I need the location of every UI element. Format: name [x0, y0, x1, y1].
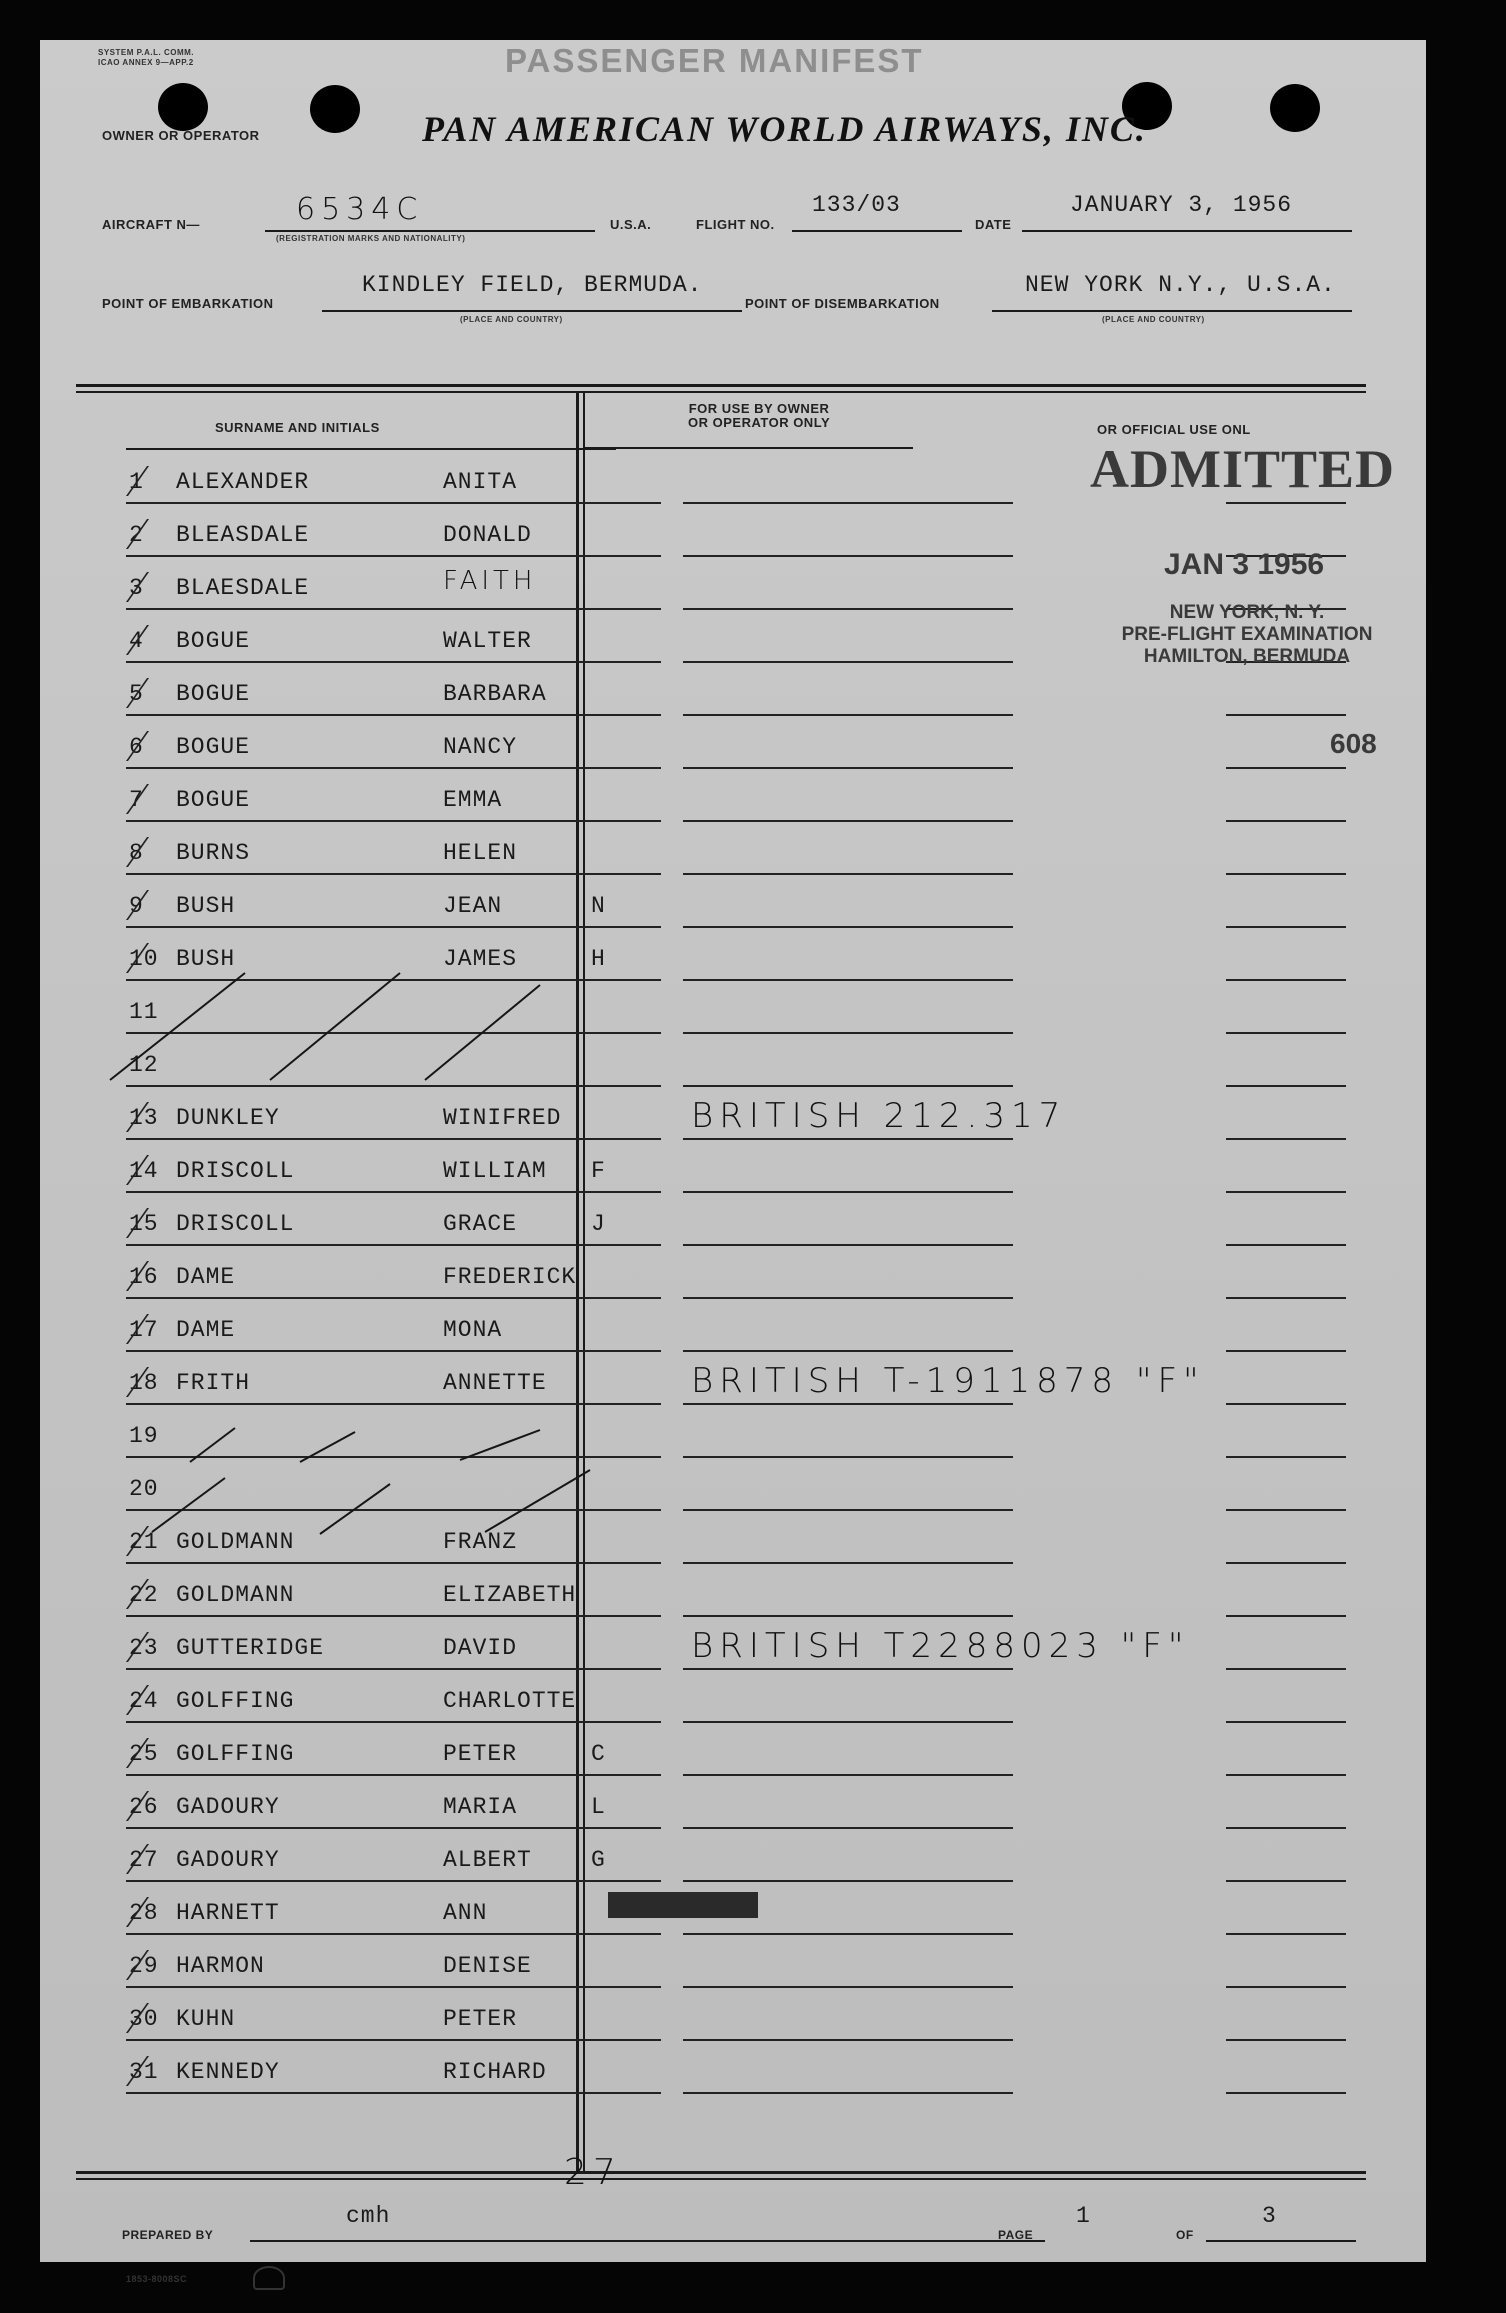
passenger-initial: C — [591, 1741, 606, 1767]
manifest-sheet — [40, 40, 1426, 2284]
passenger-given-name: ANN — [443, 1900, 488, 1926]
row-number: 14 — [129, 1158, 159, 1184]
row-number: 11 — [129, 999, 159, 1025]
passenger-given-name: ANNETTE — [443, 1370, 547, 1396]
passenger-surname: BURNS — [176, 840, 251, 866]
passenger-initial: J — [591, 1211, 606, 1237]
passenger-initial: F — [591, 1158, 606, 1184]
column-official-use: OR OFFICIAL USE ONL — [1097, 422, 1251, 437]
passenger-initial: H — [591, 946, 606, 972]
passenger-given-name: CHARLOTTE — [443, 1688, 577, 1714]
row-number: 16 — [129, 1264, 159, 1290]
stamp-line: PRE-FLIGHT EXAMINATION — [1121, 624, 1373, 645]
passenger-given-name: JAMES — [443, 946, 518, 972]
passenger-surname: BLAESDALE — [176, 575, 310, 601]
passenger-surname: GOLFFING — [176, 1688, 295, 1714]
strike-line — [425, 985, 540, 1080]
passenger-surname: BLEASDALE — [176, 522, 310, 548]
passenger-surname: KUHN — [176, 2006, 236, 2032]
manifest-title: PASSENGER MANIFEST — [505, 42, 924, 79]
column-owner-use-line: FOR USE BY OWNER — [688, 401, 830, 416]
passenger-surname: GOLDMANN — [176, 1582, 295, 1608]
stamp-line: HAMILTON, BERMUDA — [1143, 646, 1351, 667]
row-number: 28 — [129, 1900, 159, 1926]
row-number: 2 — [129, 522, 144, 548]
column-owner-use-line: OR OPERATOR ONLY — [688, 415, 831, 430]
airline-name: PAN AMERICAN WORLD AIRWAYS, INC. — [422, 109, 1147, 149]
row-number: 22 — [129, 1582, 159, 1608]
passenger-surname: BOGUE — [176, 787, 251, 813]
row-number: 17 — [129, 1317, 159, 1343]
passenger-given-name: FREDERICK — [443, 1264, 577, 1290]
row-number: 31 — [129, 2059, 159, 2085]
passenger-given-name: PETER — [443, 1741, 518, 1767]
prepared-value: cmh — [346, 2203, 391, 2229]
strike-line — [320, 1484, 390, 1534]
stamp-location — [1112, 602, 1382, 668]
usa-label: U.S.A. — [610, 217, 652, 232]
of-underline — [1206, 2240, 1356, 2242]
row-number: 18 — [129, 1370, 159, 1396]
system-note-line: SYSTEM P.A.L. COMM. — [98, 48, 195, 57]
row-number: 21 — [129, 1529, 159, 1555]
strike-line — [300, 1432, 355, 1462]
form-code: 1853-8008SC — [126, 2274, 188, 2284]
passenger-given-name: FRANZ — [443, 1529, 518, 1555]
passenger-surname: BOGUE — [176, 734, 251, 760]
row-number: 27 — [129, 1847, 159, 1873]
column-surname: SURNAME AND INITIALS — [215, 420, 380, 435]
row-number: 5 — [129, 681, 144, 707]
printer-logo-icon — [253, 2266, 285, 2290]
of-label: OF — [1176, 2228, 1194, 2242]
passenger-given-name: WINIFRED — [443, 1105, 562, 1131]
row-number: 20 — [129, 1476, 159, 1502]
nationality-note: BRITISH T-1911878 "F" — [691, 1361, 1205, 1401]
passenger-surname: GUTTERIDGE — [176, 1635, 325, 1661]
passenger-given-name: PETER — [443, 2006, 518, 2032]
aircraft-value: 6534C — [296, 192, 424, 227]
of-value: 3 — [1262, 2203, 1277, 2229]
date-value: JANUARY 3, 1956 — [1070, 192, 1293, 218]
row-number: 6 — [129, 734, 144, 760]
table-bottom-rule-2 — [76, 2178, 1366, 2180]
page-value: 1 — [1076, 2203, 1091, 2229]
row-number: 9 — [129, 893, 144, 919]
passenger-given-name: ALBERT — [443, 1847, 532, 1873]
passenger-given-name: HELEN — [443, 840, 518, 866]
passenger-surname: BUSH — [176, 946, 236, 972]
passenger-given-name: EMMA — [443, 787, 503, 813]
passenger-given-name: JEAN — [443, 893, 503, 919]
passenger-given-name: RICHARD — [443, 2059, 547, 2085]
prepared-underline — [250, 2240, 1045, 2242]
void-strike-lines — [40, 40, 1426, 2262]
strike-line — [270, 973, 400, 1080]
passenger-surname: BOGUE — [176, 628, 251, 654]
embark-caption: (PLACE AND COUNTRY) — [460, 315, 563, 324]
embark-value: KINDLEY FIELD, BERMUDA. — [362, 272, 703, 298]
passenger-surname: DAME — [176, 1264, 236, 1290]
passenger-surname: HARMON — [176, 1953, 265, 1979]
strike-line — [152, 1478, 225, 1532]
row-number: 4 — [129, 628, 144, 654]
embark-label: POINT OF EMBARKATION — [102, 296, 274, 311]
passenger-surname: DUNKLEY — [176, 1105, 280, 1131]
nationality-note: BRITISH T2288023 "F" — [691, 1626, 1190, 1666]
passenger-surname: BUSH — [176, 893, 236, 919]
strike-line — [190, 1428, 235, 1462]
date-label: DATE — [975, 217, 1012, 232]
passenger-initial: L — [591, 1794, 606, 1820]
passenger-given-name: NANCY — [443, 734, 518, 760]
row-number: 23 — [129, 1635, 159, 1661]
stamp-number: 608 — [1330, 728, 1377, 759]
passenger-surname: HARNETT — [176, 1900, 280, 1926]
passenger-surname: KENNEDY — [176, 2059, 280, 2085]
row-number: 13 — [129, 1105, 159, 1131]
row-number: 25 — [129, 1741, 159, 1767]
row-number: 8 — [129, 840, 144, 866]
row-number: 7 — [129, 787, 144, 813]
passenger-surname: GADOURY — [176, 1794, 280, 1820]
passenger-given-name: DAVID — [443, 1635, 518, 1661]
stamp-date: JAN 3 1956 — [1164, 548, 1325, 581]
passenger-surname: DRISCOLL — [176, 1158, 295, 1184]
disembark-caption: (PLACE AND COUNTRY) — [1102, 315, 1205, 324]
passenger-surname: GADOURY — [176, 1847, 280, 1873]
passenger-given-name: FAITH — [443, 566, 537, 596]
handwritten-total: 27 — [564, 2152, 622, 2193]
passenger-initial: G — [591, 1847, 606, 1873]
row-number: 1 — [129, 469, 144, 495]
passenger-given-name: GRACE — [443, 1211, 518, 1237]
row-number: 26 — [129, 1794, 159, 1820]
passenger-surname: DAME — [176, 1317, 236, 1343]
row-number: 10 — [129, 946, 159, 972]
row-number: 19 — [129, 1423, 159, 1449]
system-note-line: ICAO ANNEX 9—APP.2 — [98, 58, 194, 67]
disembark-label: POINT OF DISEMBARKATION — [745, 296, 940, 311]
passenger-given-name: WALTER — [443, 628, 532, 654]
passenger-given-name: ANITA — [443, 469, 518, 495]
passenger-given-name: ELIZABETH — [443, 1582, 577, 1608]
row-number: 24 — [129, 1688, 159, 1714]
strike-line — [110, 973, 245, 1080]
passenger-given-name: BARBARA — [443, 681, 547, 707]
row-number: 3 — [129, 575, 144, 601]
table-bottom-rule — [76, 2171, 1366, 2174]
flight-label: FLIGHT NO. — [696, 217, 775, 232]
page-label: PAGE — [998, 2228, 1034, 2242]
admitted-stamp: ADMITTED — [1090, 439, 1396, 499]
row-number: 12 — [129, 1052, 159, 1078]
stamp-line: NEW YORK, N. Y. — [1169, 602, 1325, 623]
passenger-surname: BOGUE — [176, 681, 251, 707]
flight-value: 133/03 — [812, 192, 901, 218]
passenger-surname: DRISCOLL — [176, 1211, 295, 1237]
strike-line — [460, 1430, 540, 1460]
passenger-surname: FRITH — [176, 1370, 251, 1396]
passenger-given-name: DENISE — [443, 1953, 532, 1979]
passenger-initial: N — [591, 893, 606, 919]
nationality-note: BRITISH 212.317 — [691, 1096, 1067, 1136]
passenger-surname: GOLDMANN — [176, 1529, 295, 1555]
row-number: 15 — [129, 1211, 159, 1237]
passenger-given-name: DONALD — [443, 522, 532, 548]
passenger-surname: ALEXANDER — [176, 469, 310, 495]
passenger-given-name: WILLIAM — [443, 1158, 547, 1184]
aircraft-label: AIRCRAFT N— — [102, 217, 200, 232]
prepared-label: PREPARED BY — [122, 2228, 214, 2242]
disembark-value: NEW YORK N.Y., U.S.A. — [1025, 272, 1336, 298]
redaction-block — [608, 1892, 758, 1918]
passenger-given-name: MONA — [443, 1317, 503, 1343]
passenger-given-name: MARIA — [443, 1794, 518, 1820]
passenger-surname: GOLFFING — [176, 1741, 295, 1767]
row-number: 30 — [129, 2006, 159, 2032]
owner-label: OWNER OR OPERATOR — [102, 128, 260, 143]
registration-caption: (REGISTRATION MARKS AND NATIONALITY) — [276, 234, 466, 243]
strike-line — [485, 1470, 590, 1532]
row-number: 29 — [129, 1953, 159, 1979]
